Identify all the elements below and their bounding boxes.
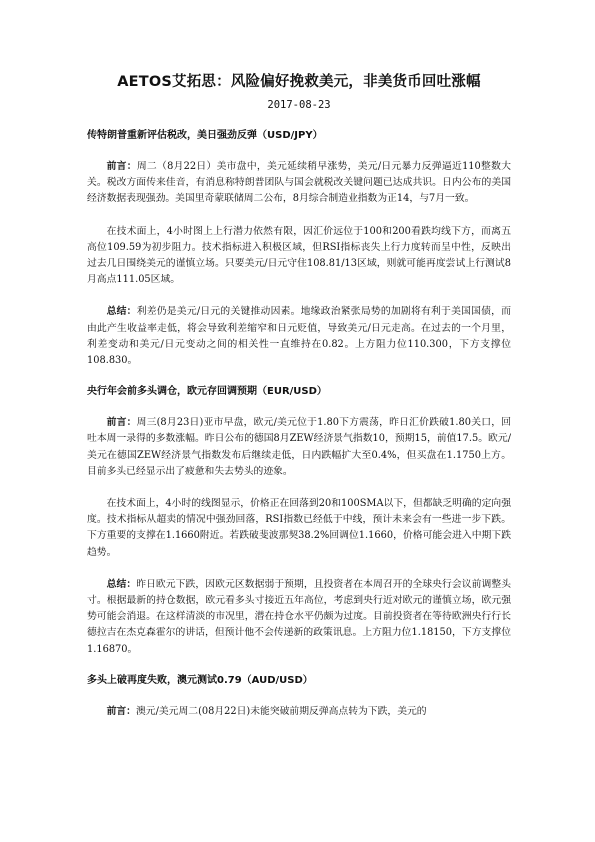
paragraph-text: 在技术面上，4小时图上上行潜力依然有限，因汇价远位于100和200看跌均线下方，而离五高位109.59为初步阻力。技术指标进入积极区域，但RSI指标丧失上行力度转而呈中性，反映出过去几日围绕美元的谨慎立场。只要美元/日元守住108.81/13区域，则就可能再度尝试上行测试8月高点111.05区域。 (87, 225, 511, 286)
section-audusd (87, 674, 511, 720)
section-eurusd (87, 385, 511, 658)
paragraph-text: 周三(8月23日)亚市早盘，欧元/美元位于1.80下方震荡，昨日汇价跌破1.80关口，回吐本周一录得的多数涨幅。昨日公布的德国8月ZEW经济景气指数10，预期15，前值17.5。欧元/美元在德国ZEW经济景气指数发布后继续走低，日内跌幅扩大至0.4%，但买盘在1.1750上方。目前多头已经显示出了疲惫和失去势头的迹象。 (87, 417, 511, 477)
paragraph-lead: 前言： (106, 705, 136, 717)
paragraph (87, 415, 511, 480)
paragraph (87, 304, 511, 369)
section-heading: 央行年会前多头调仓，欧元存回调预期（EUR/USD） (87, 386, 327, 398)
section-heading: 多头上破再度失败，澳元测试0.79（AUD/USD） (87, 674, 313, 686)
paragraph (87, 224, 511, 289)
paragraph-lead: 前言： (106, 417, 137, 429)
paragraph-text: 澳元/美元周二(08月22日)未能突破前期反弹高点转为下跌，美元的 (135, 705, 427, 717)
section-usdjpy (87, 129, 511, 369)
paragraph-text: 利差仍是美元/日元的关键推动因素。地缘政治紧张局势的加剧将有利于美国国债，而由此产生收益率走低，将会导致利差缩窄和日元贬值，导致美元/日元走高。在过去的一个月里，利差变动和美元/日元变动之间的相关性一直维持在0.82。上方阻力位110.300，下方支撑位108.830。 (87, 306, 511, 367)
paragraph (87, 159, 511, 208)
paragraph-lead: 前言： (106, 161, 137, 172)
document-page (87, 72, 511, 736)
paragraph-text: 周二（8月22日）美市盘中，美元延续稍早涨势，美元/日元暴力反弹逼近110整数大关。税改方面传来佳音，有消息称特朗普团队与国会就税改关键问题已达成共识。日内公布的美国经济数据表现强劲。美国里奇蒙联储周二公布，8月综合制造业指数为正14，与7月一致。 (87, 161, 512, 205)
paragraph-text: 昨日欧元下跌，因欧元区数据弱于预期，且投资者在本周召开的全球央行会议前调整头寸。根据最新的持仓数据，欧元看多头寸接近五年高位，考虑到央行近对欧元的谨慎立场，欧元强势可能会消退。在这样清淡的市况里，潜在持仓水平仍颇为过度。目前投资者在等待欧洲央行行长德拉吉在杰克森霍尔的讲话，但预计他不会传递新的政策讯息。上方阻力位1.18150，下方支撑位1.16870。 (87, 578, 512, 655)
paragraph (87, 704, 511, 720)
paragraph (87, 577, 511, 658)
paragraph-text: 在技术面上，4小时的线图显示，价格正在回落到20和100SMA以下，但都缺乏明确的定向强度。技术指标从超卖的情况中强劲回落，RSI指数已经低于中线，预计未来会有一些进一步下跌。下方重要的支撑在1.1660附近。若跌破斐波那契38.2%回调位1.1660，价格可能会进入中期下跌趋势。 (87, 498, 511, 558)
section-heading: 传特朗普重新评估税改，美日强劲反弹（USD/JPY） (87, 130, 323, 141)
document-title: AETOS艾拓思：风险偏好挽救美元，非美货币回吐涨幅 (117, 74, 481, 90)
paragraph (87, 496, 511, 561)
paragraph-lead: 总结： (106, 578, 137, 590)
document-date: 2017-08-23 (267, 99, 331, 111)
paragraph-lead: 总结： (106, 306, 137, 318)
